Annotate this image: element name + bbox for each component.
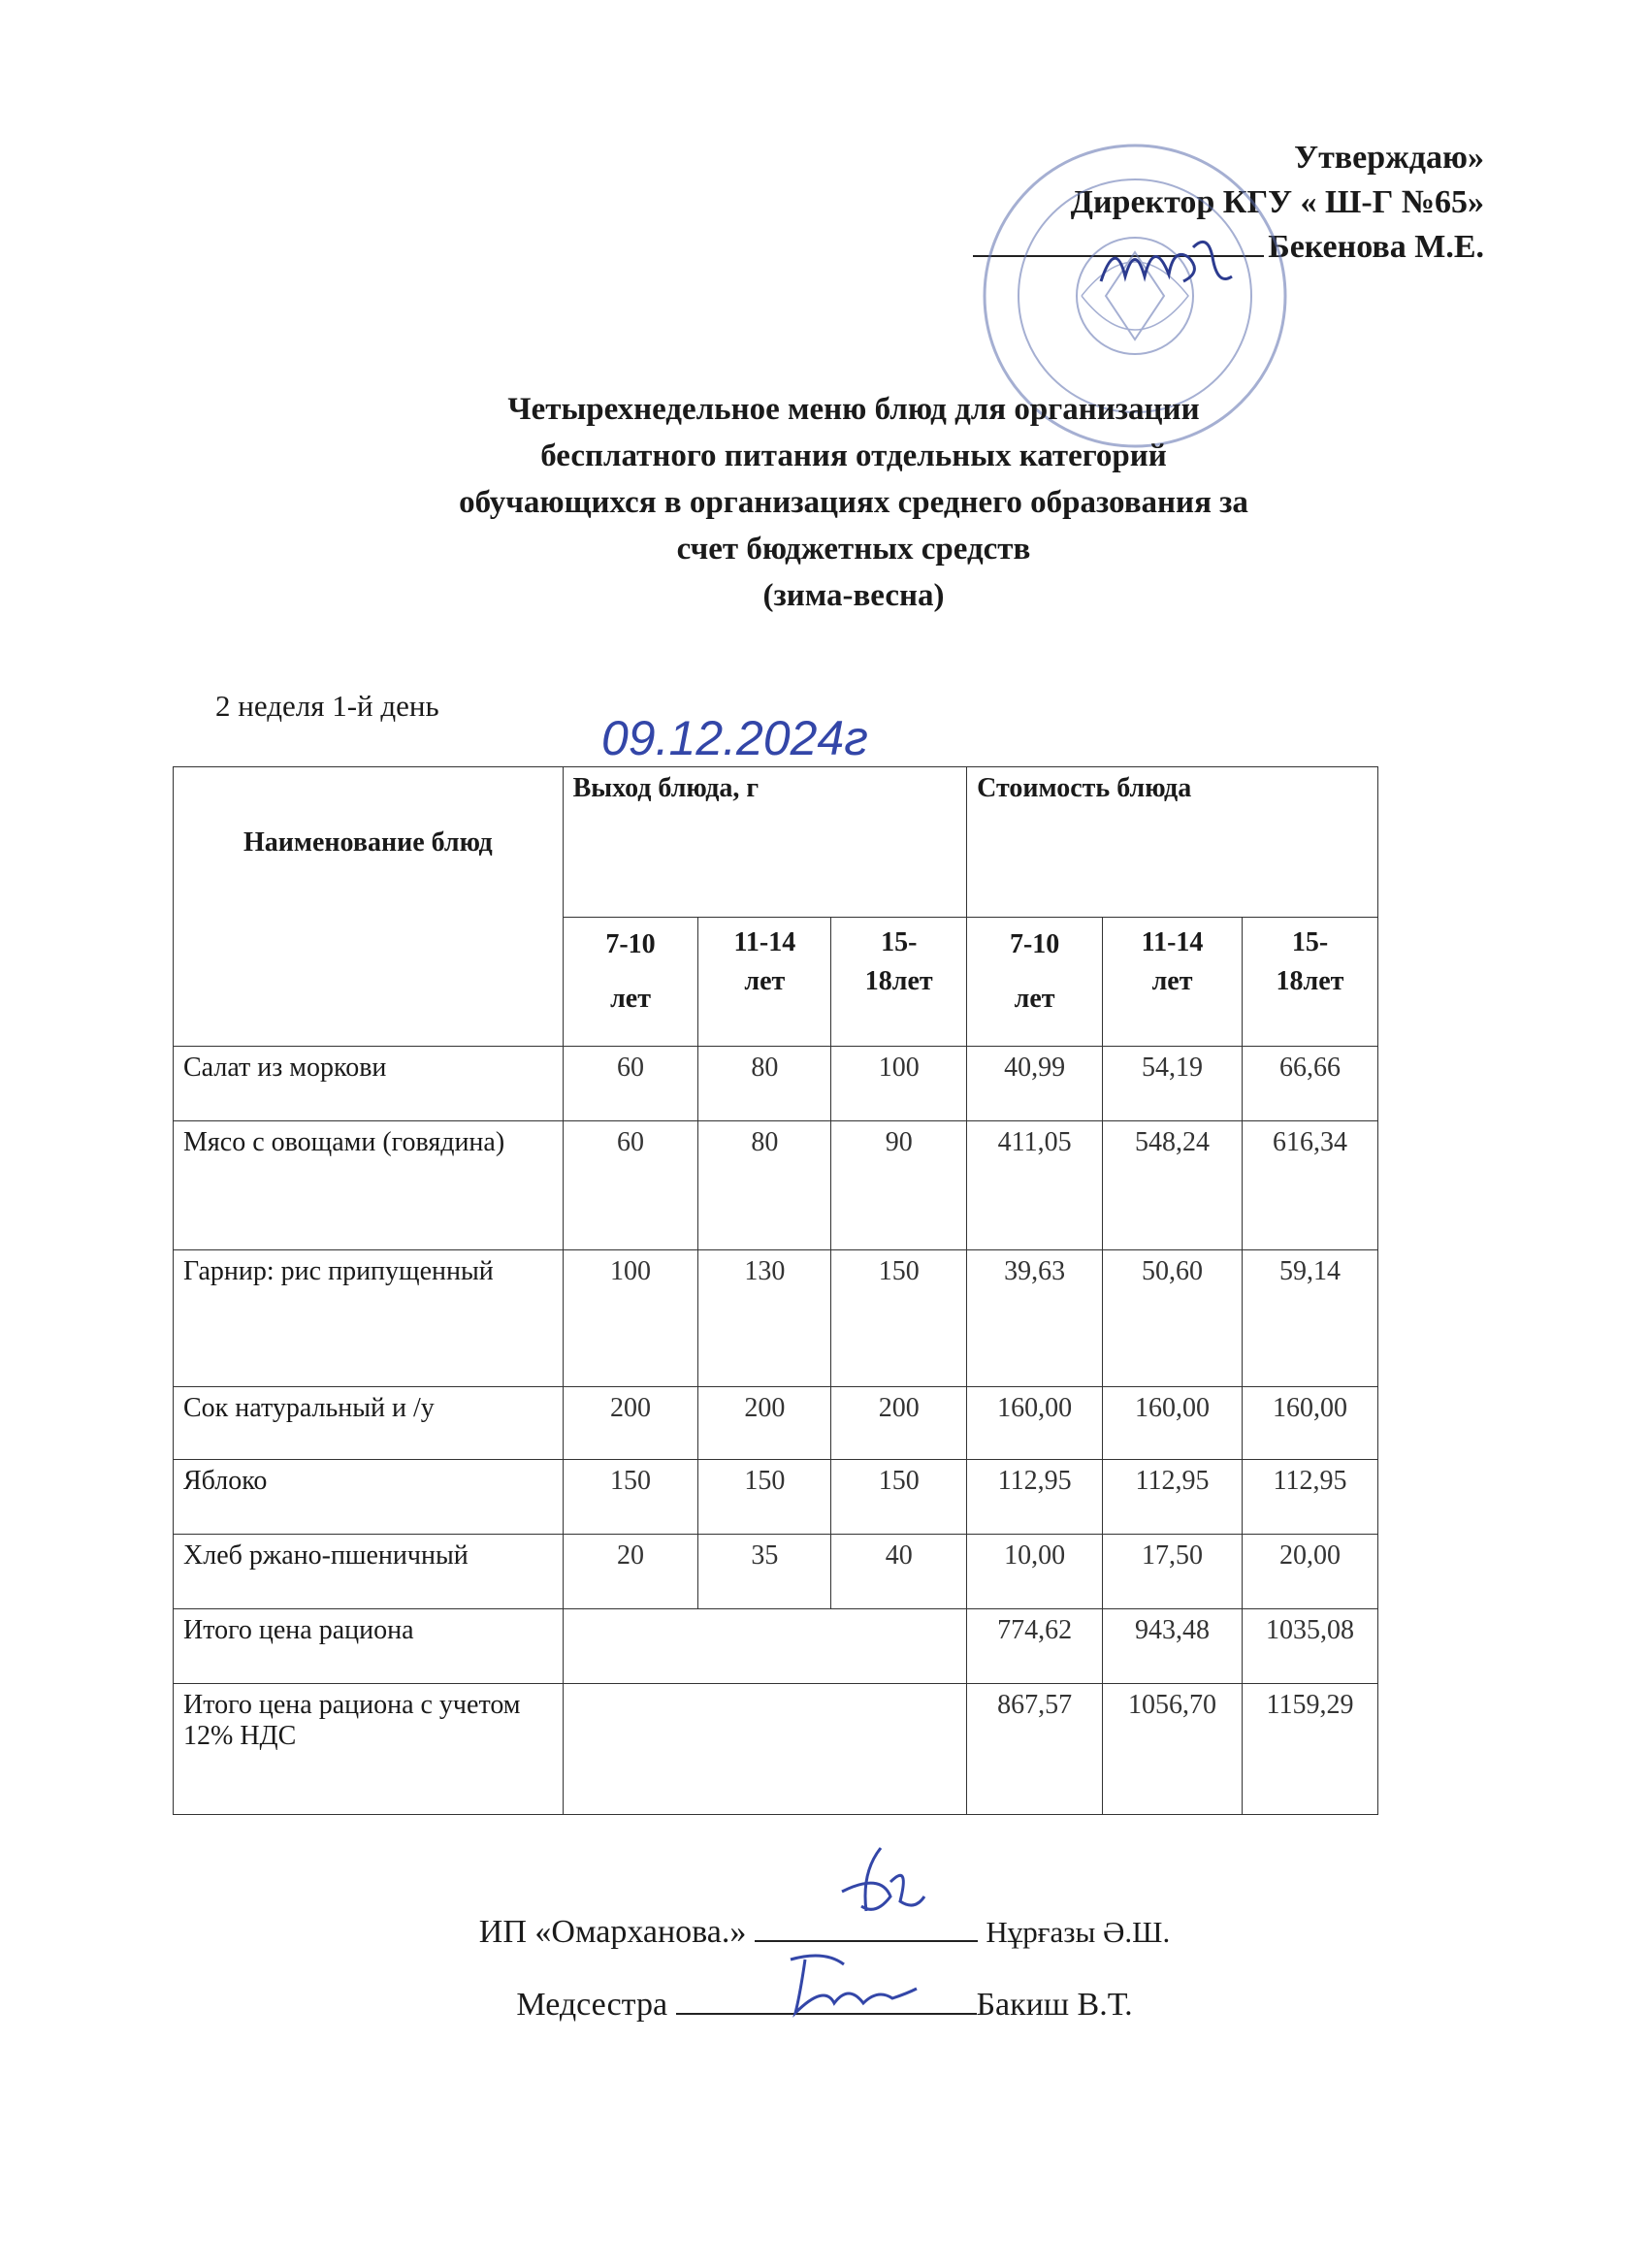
cost-15-18: 20,00 bbox=[1243, 1535, 1378, 1609]
supplier-label: ИП «Омарханова.» bbox=[478, 1914, 747, 1950]
document-title bbox=[291, 386, 1416, 619]
subheader-output-11-14 bbox=[698, 918, 831, 1047]
table-row bbox=[174, 1387, 1378, 1460]
output-7-10: 60 bbox=[563, 1121, 698, 1250]
subheader-cost-7-10 bbox=[967, 918, 1103, 1047]
cost-11-14: 54,19 bbox=[1103, 1047, 1243, 1121]
output-7-10: 200 bbox=[563, 1387, 698, 1460]
title-line3: обучающихся в организациях среднего образования за bbox=[459, 485, 1248, 520]
title-line2: бесплатного питания отдельных категорий bbox=[540, 438, 1167, 473]
output-15-18: 100 bbox=[831, 1047, 967, 1121]
dish-name: Мясо с овощами (говядина) bbox=[174, 1121, 564, 1250]
sub-label: 15- bbox=[881, 927, 918, 957]
subheader-cost-11-14 bbox=[1103, 918, 1243, 1047]
cost-7-10: 10,00 bbox=[967, 1535, 1103, 1609]
total-cost-11-14: 943,48 bbox=[1103, 1609, 1243, 1684]
day-label: 2 неделя 1-й день bbox=[215, 689, 439, 723]
sub-label: 15- bbox=[1291, 927, 1329, 957]
cost-15-18: 112,95 bbox=[1243, 1460, 1378, 1535]
approval-line2: Директор КГУ « Ш-Г №65» bbox=[1070, 184, 1484, 220]
output-15-18: 150 bbox=[831, 1460, 967, 1535]
director-signature-icon bbox=[1096, 228, 1242, 296]
title-line1: Четырехнедельное меню блюд для организации bbox=[507, 392, 1200, 427]
subheader-output-15-18 bbox=[831, 918, 967, 1047]
sub-label: 18лет bbox=[1276, 966, 1344, 996]
table-row bbox=[174, 1250, 1378, 1387]
output-7-10: 20 bbox=[563, 1535, 698, 1609]
total-vat-row bbox=[174, 1684, 1378, 1815]
total-vat-cost-15-18: 1159,29 bbox=[1243, 1684, 1378, 1815]
menu-table bbox=[173, 766, 1378, 1815]
total-vat-cost-7-10: 867,57 bbox=[967, 1684, 1103, 1815]
table-row bbox=[174, 1121, 1378, 1250]
cost-11-14: 17,50 bbox=[1103, 1535, 1243, 1609]
title-line4: счет бюджетных средств bbox=[676, 532, 1031, 567]
output-15-18: 150 bbox=[831, 1250, 967, 1387]
sub-label: 11-14 bbox=[733, 927, 796, 957]
title-line5: (зима-весна) bbox=[762, 578, 945, 613]
output-7-10: 150 bbox=[563, 1460, 698, 1535]
sub-label: 7-10 bbox=[605, 929, 656, 959]
cost-7-10: 40,99 bbox=[967, 1047, 1103, 1121]
cost-11-14: 50,60 bbox=[1103, 1250, 1243, 1387]
total-row bbox=[174, 1609, 1378, 1684]
output-7-10: 100 bbox=[563, 1250, 698, 1387]
nurse-name: Бакиш В.Т. bbox=[976, 1987, 1133, 2023]
approval-line1: Утверждаю» bbox=[1294, 140, 1484, 176]
header-output: Выход блюда, г bbox=[563, 767, 967, 918]
table-header-row bbox=[174, 767, 1378, 918]
dish-name: Сок натуральный и /у bbox=[174, 1387, 564, 1460]
output-15-18: 90 bbox=[831, 1121, 967, 1250]
dish-name: Салат из моркови bbox=[174, 1047, 564, 1121]
nurse-signature-icon bbox=[776, 1945, 922, 2023]
output-15-18: 200 bbox=[831, 1387, 967, 1460]
total-cost-7-10: 774,62 bbox=[967, 1609, 1103, 1684]
total-vat-label: Итого цена рациона с учетом 12% НДС bbox=[174, 1684, 564, 1815]
total-vat-cost-11-14: 1056,70 bbox=[1103, 1684, 1243, 1815]
subheader-cost-15-18 bbox=[1243, 918, 1378, 1047]
total-label: Итого цена рациона bbox=[174, 1609, 564, 1684]
total-cost-15-18: 1035,08 bbox=[1243, 1609, 1378, 1684]
handwritten-date-text: 09.12.2024г bbox=[601, 711, 868, 765]
cost-15-18: 66,66 bbox=[1243, 1047, 1378, 1121]
nurse-label: Медсестра bbox=[516, 1987, 668, 2023]
output-7-10: 60 bbox=[563, 1047, 698, 1121]
cost-7-10: 112,95 bbox=[967, 1460, 1103, 1535]
sub-label: 18лет bbox=[864, 966, 933, 996]
sub-label: 7-10 bbox=[1009, 929, 1060, 959]
output-11-14: 130 bbox=[698, 1250, 831, 1387]
cost-11-14: 160,00 bbox=[1103, 1387, 1243, 1460]
sub-label: 11-14 bbox=[1141, 927, 1204, 957]
cost-11-14: 112,95 bbox=[1103, 1460, 1243, 1535]
cost-7-10: 160,00 bbox=[967, 1387, 1103, 1460]
director-name: Бекенова М.Е. bbox=[1268, 229, 1484, 265]
total-empty-cell bbox=[563, 1609, 967, 1684]
output-11-14: 80 bbox=[698, 1121, 831, 1250]
cost-15-18: 59,14 bbox=[1243, 1250, 1378, 1387]
output-11-14: 200 bbox=[698, 1387, 831, 1460]
sub-label: лет bbox=[744, 966, 786, 996]
output-15-18: 40 bbox=[831, 1535, 967, 1609]
dish-name: Гарнир: рис припущенный bbox=[174, 1250, 564, 1387]
header-cost: Стоимость блюда bbox=[967, 767, 1378, 918]
supplier-signature-icon bbox=[823, 1843, 929, 1940]
sub-label: лет bbox=[1151, 966, 1193, 996]
output-11-14: 150 bbox=[698, 1460, 831, 1535]
cost-15-18: 616,34 bbox=[1243, 1121, 1378, 1250]
cost-15-18: 160,00 bbox=[1243, 1387, 1378, 1460]
total-vat-empty-cell bbox=[563, 1684, 967, 1815]
cost-11-14: 548,24 bbox=[1103, 1121, 1243, 1250]
handwritten-date-icon bbox=[597, 706, 946, 774]
sub-label: лет bbox=[1014, 984, 1055, 1014]
table-row bbox=[174, 1535, 1378, 1609]
table-row bbox=[174, 1460, 1378, 1535]
subheader-output-7-10 bbox=[563, 918, 698, 1047]
supplier-name: Нұрғазы Ә.Ш. bbox=[986, 1915, 1171, 1949]
header-dish-name: Наименование блюд bbox=[174, 767, 564, 1047]
sub-label: лет bbox=[610, 984, 651, 1014]
output-11-14: 80 bbox=[698, 1047, 831, 1121]
dish-name: Хлеб ржано-пшеничный bbox=[174, 1535, 564, 1609]
cost-7-10: 411,05 bbox=[967, 1121, 1103, 1250]
cost-7-10: 39,63 bbox=[967, 1250, 1103, 1387]
dish-name: Яблоко bbox=[174, 1460, 564, 1535]
table-row bbox=[174, 1047, 1378, 1121]
output-11-14: 35 bbox=[698, 1535, 831, 1609]
